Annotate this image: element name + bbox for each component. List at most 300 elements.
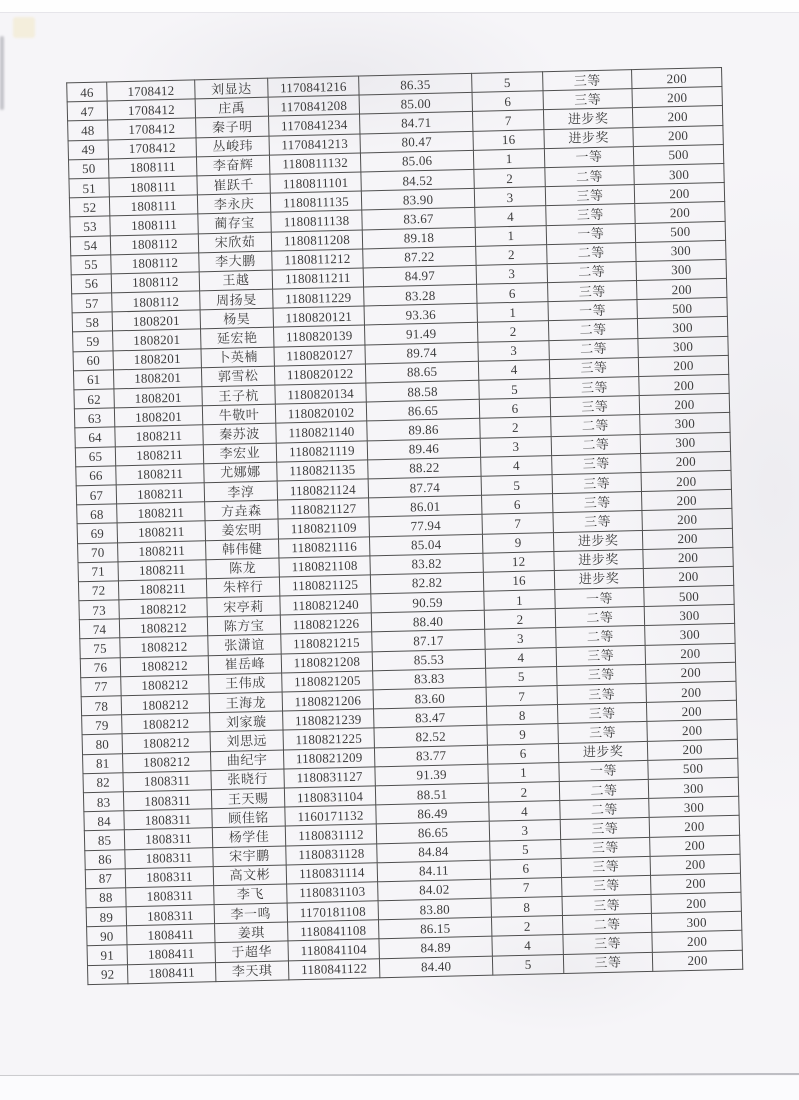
cell-score: 83.67 (362, 208, 475, 230)
cell-rank: 1 (488, 762, 559, 783)
cell-rank: 5 (472, 72, 543, 93)
cell-row-number: 69 (77, 523, 117, 543)
cell-amount: 200 (638, 355, 728, 376)
cell-student-id: 1180831114 (286, 863, 377, 884)
cell-student-id: 1180821239 (283, 709, 374, 730)
cell-student-id: 1170841216 (268, 76, 359, 97)
cell-student-name: 庄禹 (195, 97, 268, 118)
cell-student-id: 1170181108 (287, 901, 378, 922)
cell-amount: 200 (647, 739, 737, 760)
cell-student-name: 宋亭莉 (207, 596, 280, 617)
cell-row-number: 73 (79, 600, 119, 620)
cell-rank: 1 (473, 148, 544, 169)
cell-student-name: 李飞 (214, 884, 287, 905)
cell-amount: 200 (643, 547, 733, 568)
cell-student-id: 1180811208 (271, 229, 362, 250)
scan-stain-artifact (13, 17, 35, 38)
cell-amount: 200 (650, 854, 740, 875)
cell-class-id: 1708412 (107, 80, 195, 101)
cell-amount: 200 (641, 489, 731, 510)
cell-award-level: 三等 (561, 837, 650, 858)
cell-row-number: 68 (77, 504, 117, 524)
cell-student-id: 1180841122 (288, 958, 379, 979)
cell-award-level: 二等 (547, 242, 636, 263)
cell-award-level: 进步奖 (554, 549, 643, 570)
cell-class-id: 1808211 (117, 521, 205, 542)
cell-score: 91.39 (375, 764, 488, 786)
cell-student-name: 延宏艳 (201, 328, 274, 349)
cell-class-id: 1808212 (119, 598, 207, 619)
cell-award-level: 进步奖 (543, 108, 632, 129)
cell-score: 84.97 (363, 265, 476, 287)
cell-student-name: 李宏业 (203, 443, 276, 464)
cell-award-level: 三等 (543, 70, 632, 91)
cell-rank: 6 (490, 858, 561, 879)
cell-student-id: 1180821127 (278, 498, 369, 519)
cell-class-id: 1808112 (111, 253, 199, 274)
cell-student-id: 1170841213 (269, 134, 360, 155)
cell-rank: 2 (477, 321, 548, 342)
cell-student-name: 曲纪宇 (210, 750, 283, 771)
cell-student-name: 陈龙 (206, 558, 279, 579)
cell-row-number: 85 (84, 830, 124, 850)
cell-score: 84.52 (361, 169, 474, 191)
cell-rank: 3 (485, 628, 556, 649)
cell-row-number: 65 (75, 446, 115, 466)
cell-student-id: 1180821226 (280, 613, 371, 634)
scan-bottom-margin (0, 1076, 799, 1100)
cell-row-number: 56 (71, 274, 111, 294)
cell-class-id: 1808201 (113, 368, 201, 389)
cell-class-id: 1808311 (125, 847, 213, 868)
cell-score: 85.04 (369, 534, 482, 556)
cell-score: 88.51 (375, 783, 488, 805)
cell-score: 88.40 (371, 610, 484, 632)
cell-student-name: 韩伟健 (206, 539, 279, 560)
cell-rank: 16 (473, 129, 544, 150)
cell-student-name: 李天琪 (215, 961, 288, 982)
cell-student-name: 姜宏明 (205, 519, 278, 540)
cell-class-id: 1808411 (127, 962, 215, 983)
cell-student-id: 1180821240 (280, 594, 371, 615)
cell-score: 84.02 (378, 879, 491, 901)
cell-rank: 6 (479, 398, 550, 419)
cell-score: 89.86 (367, 419, 480, 441)
cell-amount: 300 (640, 432, 730, 453)
cell-class-id: 1808211 (115, 425, 203, 446)
cell-class-id: 1808212 (120, 655, 208, 676)
cell-rank: 4 (481, 455, 552, 476)
cell-amount: 200 (645, 643, 735, 664)
cell-score: 88.22 (368, 457, 481, 479)
cell-amount: 200 (650, 835, 740, 856)
cell-amount: 200 (646, 681, 736, 702)
cell-student-name: 张潇谊 (208, 634, 281, 655)
cell-rank: 5 (479, 379, 550, 400)
cell-amount: 200 (643, 566, 733, 587)
cell-score: 82.52 (374, 726, 487, 748)
cell-class-id: 1808201 (114, 406, 202, 427)
cell-row-number: 49 (68, 140, 108, 160)
cell-award-level: 三等 (562, 894, 651, 915)
cell-rank: 9 (487, 724, 558, 745)
cell-class-id: 1808311 (126, 886, 214, 907)
cell-rank: 4 (475, 206, 546, 227)
cell-rank: 7 (486, 686, 557, 707)
cell-award-level: 一等 (546, 223, 635, 244)
cell-student-name: 方垚森 (205, 500, 278, 521)
cell-student-name: 丛峻玮 (196, 136, 269, 157)
cell-class-id: 1708412 (108, 137, 196, 158)
cell-row-number: 50 (69, 159, 109, 179)
cell-award-level: 二等 (548, 319, 637, 340)
cell-amount: 200 (642, 528, 732, 549)
cell-class-id: 1708412 (108, 118, 196, 139)
cell-row-number: 87 (85, 868, 125, 888)
cell-rank: 3 (478, 340, 549, 361)
cell-class-id: 1808111 (109, 195, 197, 216)
cell-row-number: 88 (86, 888, 126, 908)
cell-student-name: 李大鹏 (199, 251, 272, 272)
cell-amount: 200 (632, 87, 722, 108)
cell-rank: 6 (477, 283, 548, 304)
cell-rank: 5 (481, 475, 552, 496)
cell-class-id: 1808311 (124, 828, 212, 849)
cell-amount: 200 (637, 278, 727, 299)
cell-amount: 200 (646, 662, 736, 683)
cell-rank: 12 (483, 551, 554, 572)
cell-student-name: 秦子明 (196, 117, 269, 138)
cell-award-level: 一等 (555, 588, 644, 609)
cell-amount: 300 (634, 163, 724, 184)
cell-student-id: 1180831112 (285, 824, 376, 845)
cell-student-id: 1180821215 (281, 632, 372, 653)
cell-class-id: 1808211 (115, 444, 203, 465)
cell-amount: 200 (639, 374, 729, 395)
cell-award-level: 三等 (560, 818, 649, 839)
cell-award-level: 二等 (551, 434, 640, 455)
cell-award-level: 二等 (559, 779, 648, 800)
cell-score: 85.00 (359, 93, 472, 115)
cell-class-id: 1808212 (123, 751, 211, 772)
cell-student-id: 1180811101 (270, 172, 361, 193)
cell-student-id: 1180821225 (283, 728, 374, 749)
cell-rank: 2 (491, 916, 562, 937)
cell-score: 86.65 (376, 821, 489, 843)
cell-student-name: 陈方宝 (207, 615, 280, 636)
cell-award-level: 二等 (547, 261, 636, 282)
cell-row-number: 63 (74, 408, 114, 428)
cell-rank: 3 (476, 264, 547, 285)
cell-award-level: 三等 (557, 664, 646, 685)
cell-student-name: 蔺存宝 (198, 212, 271, 233)
cell-student-name: 高文彬 (213, 865, 286, 886)
cell-amount: 200 (652, 950, 742, 971)
cell-score: 88.65 (365, 361, 478, 383)
cell-student-id: 1180811211 (272, 268, 363, 289)
cell-award-level: 三等 (562, 875, 651, 896)
cell-row-number: 82 (83, 773, 123, 793)
cell-student-id: 1160171132 (285, 805, 376, 826)
cell-rank: 4 (489, 801, 560, 822)
cell-class-id: 1808212 (121, 694, 209, 715)
cell-rank: 4 (485, 647, 556, 668)
cell-student-name: 刘显达 (195, 78, 268, 99)
cell-student-id: 1180811138 (271, 210, 362, 231)
cell-rank: 7 (482, 513, 553, 534)
cell-student-name: 顾佳铭 (212, 807, 285, 828)
cell-amount: 200 (651, 873, 741, 894)
cell-award-level: 三等 (553, 492, 642, 513)
cell-student-id: 1180820121 (273, 306, 364, 327)
cell-row-number: 53 (70, 216, 110, 236)
cell-rank: 6 (482, 494, 553, 515)
cell-rank: 1 (475, 225, 546, 246)
cell-student-name: 朱梓行 (206, 577, 279, 598)
cell-student-id: 1180811212 (272, 249, 363, 270)
cell-amount: 500 (633, 144, 723, 165)
cell-award-level: 三等 (563, 933, 652, 954)
cell-rank: 5 (490, 839, 561, 860)
cell-class-id: 1808212 (122, 732, 210, 753)
cell-score: 89.18 (362, 227, 475, 249)
cell-award-level: 三等 (552, 472, 641, 493)
cell-amount: 300 (649, 796, 739, 817)
cell-rank: 5 (486, 666, 557, 687)
cell-class-id: 1808411 (127, 924, 215, 945)
cell-student-id: 1180821209 (283, 747, 374, 768)
cell-student-id: 1180831103 (287, 882, 378, 903)
cell-class-id: 1708412 (107, 99, 195, 120)
cell-row-number: 78 (81, 696, 121, 716)
cell-row-number: 77 (81, 677, 121, 697)
cell-award-level: 二等 (556, 626, 645, 647)
cell-class-id: 1808311 (123, 770, 211, 791)
cell-rank: 3 (489, 820, 560, 841)
cell-rank: 8 (491, 897, 562, 918)
cell-score: 83.77 (374, 745, 487, 767)
cell-amount: 200 (634, 183, 724, 204)
cell-score: 83.60 (373, 687, 486, 709)
cell-score: 89.46 (367, 438, 480, 460)
cell-award-level: 二等 (560, 799, 649, 820)
cell-student-id: 1180820102 (275, 402, 366, 423)
cell-class-id: 1808211 (118, 579, 206, 600)
cell-score: 80.47 (360, 131, 473, 153)
cell-student-id: 1180821205 (282, 671, 373, 692)
cell-student-id: 1180821109 (278, 517, 369, 538)
cell-award-level: 三等 (563, 952, 652, 973)
cell-rank: 2 (488, 781, 559, 802)
cell-student-id: 1170841234 (269, 114, 360, 135)
cell-class-id: 1808211 (116, 464, 204, 485)
cell-score: 84.71 (360, 112, 473, 134)
cell-award-level: 一等 (544, 146, 633, 167)
cell-student-id: 1180821140 (276, 421, 367, 442)
cell-amount: 200 (649, 816, 739, 837)
cell-rank: 4 (478, 359, 549, 380)
cell-award-level: 一等 (548, 300, 637, 321)
cell-class-id: 1808212 (119, 617, 207, 638)
cell-rank: 8 (486, 705, 557, 726)
cell-student-name: 李永庆 (197, 193, 270, 214)
cell-row-number: 47 (67, 101, 107, 121)
cell-score: 87.22 (363, 246, 476, 268)
cell-award-level: 三等 (552, 453, 641, 474)
cell-class-id: 1808112 (110, 233, 198, 254)
cell-score: 83.47 (374, 706, 487, 728)
cell-class-id: 1808212 (122, 713, 210, 734)
cell-score: 84.89 (379, 937, 492, 959)
cell-award-level: 二等 (549, 338, 638, 359)
cell-row-number: 58 (72, 312, 112, 332)
cell-row-number: 57 (72, 293, 112, 313)
cell-rank: 3 (474, 187, 545, 208)
cell-class-id: 1808201 (114, 387, 202, 408)
cell-row-number: 46 (67, 82, 107, 102)
cell-row-number: 62 (74, 389, 114, 409)
cell-award-level: 三等 (557, 703, 646, 724)
cell-class-id: 1808311 (123, 790, 211, 811)
cell-amount: 200 (635, 202, 725, 223)
cell-rank: 6 (487, 743, 558, 764)
cell-row-number: 79 (82, 715, 122, 735)
cell-amount: 200 (652, 931, 742, 952)
cell-class-id: 1808311 (124, 809, 212, 830)
cell-amount: 300 (638, 336, 728, 357)
cell-score: 83.83 (373, 668, 486, 690)
cell-amount: 300 (640, 413, 730, 434)
cell-score: 85.53 (372, 649, 485, 671)
cell-student-id: 1180821116 (278, 536, 369, 557)
cell-class-id: 1808211 (118, 559, 206, 580)
cell-rank: 1 (477, 302, 548, 323)
cell-row-number: 70 (78, 542, 118, 562)
cell-rank: 16 (483, 570, 554, 591)
cell-student-name: 秦苏波 (203, 423, 276, 444)
cell-class-id: 1808112 (112, 291, 200, 312)
cell-row-number: 61 (73, 370, 113, 390)
cell-award-level: 三等 (557, 683, 646, 704)
cell-amount: 200 (646, 700, 736, 721)
cell-amount: 200 (651, 892, 741, 913)
cell-student-id: 1180820127 (274, 345, 365, 366)
cell-student-id: 1180821208 (281, 652, 372, 673)
cell-student-id: 1170841208 (268, 95, 359, 116)
cell-award-level: 三等 (543, 89, 632, 110)
scan-left-edge-artifact (0, 36, 4, 110)
cell-rank: 2 (476, 244, 547, 265)
cell-amount: 200 (647, 720, 737, 741)
cell-student-name: 宋宇鹏 (213, 845, 286, 866)
cell-rank: 2 (480, 417, 551, 438)
cell-student-id: 1180820122 (274, 364, 365, 385)
cell-class-id: 1808211 (118, 540, 206, 561)
cell-rank: 4 (492, 935, 563, 956)
cell-score: 84.84 (377, 841, 490, 863)
cell-award-level: 三等 (558, 722, 647, 743)
cell-amount: 200 (639, 394, 729, 415)
cell-award-level: 二等 (545, 166, 634, 187)
cell-amount: 200 (642, 509, 732, 530)
cell-class-id: 1808311 (125, 866, 213, 887)
cell-rank: 3 (480, 436, 551, 457)
cell-row-number: 86 (85, 849, 125, 869)
cell-student-id: 1180841108 (288, 920, 379, 941)
cell-amount: 300 (648, 777, 738, 798)
cell-score: 84.40 (379, 956, 492, 978)
cell-rank: 5 (492, 954, 563, 975)
cell-student-id: 1180821135 (277, 460, 368, 481)
cell-score: 91.49 (364, 323, 477, 345)
cell-row-number: 67 (76, 485, 116, 505)
cell-row-number: 89 (86, 907, 126, 927)
cell-amount: 200 (633, 125, 723, 146)
cell-score: 83.28 (364, 284, 477, 306)
cell-student-name: 牛敬叶 (202, 404, 275, 425)
cell-student-name: 李一鸣 (214, 903, 287, 924)
cell-student-name: 崔跃千 (197, 174, 270, 195)
cell-student-name: 尤娜娜 (204, 462, 277, 483)
cell-class-id: 1808111 (109, 176, 197, 197)
cell-student-id: 1180821108 (279, 556, 370, 577)
cell-student-id: 1180831128 (286, 843, 377, 864)
cell-row-number: 52 (69, 197, 109, 217)
cell-row-number: 54 (70, 235, 110, 255)
cell-amount: 200 (632, 106, 722, 127)
cell-row-number: 60 (73, 351, 113, 371)
cell-class-id: 1808212 (121, 675, 209, 696)
cell-award-level: 进步奖 (554, 568, 643, 589)
cell-student-id: 1180811132 (269, 153, 360, 174)
cell-student-name: 王子杭 (202, 385, 275, 406)
cell-award-level: 三等 (548, 281, 637, 302)
cell-student-name: 于超华 (215, 941, 288, 962)
cell-student-name: 姜琪 (215, 922, 288, 943)
cell-score: 87.74 (368, 476, 481, 498)
cell-amount: 300 (636, 240, 726, 261)
cell-amount: 500 (648, 758, 738, 779)
cell-class-id: 1808311 (126, 905, 214, 926)
cell-score: 90.59 (371, 591, 484, 613)
cell-score: 82.82 (370, 572, 483, 594)
cell-student-name: 周扬旻 (200, 289, 273, 310)
scan-top-edge (0, 0, 799, 13)
cell-row-number: 76 (80, 657, 120, 677)
cell-award-level: 三等 (553, 511, 642, 532)
cell-row-number: 90 (87, 926, 127, 946)
scholarship-award-table (66, 67, 743, 985)
cell-amount: 500 (644, 585, 734, 606)
cell-student-name: 郭雪松 (201, 366, 274, 387)
cell-score: 86.01 (369, 495, 482, 517)
cell-row-number: 92 (87, 964, 127, 984)
cell-student-id: 1180820139 (274, 325, 365, 346)
cell-student-name: 王越 (199, 270, 272, 291)
cell-rank: 2 (474, 168, 545, 189)
cell-class-id: 1808212 (120, 636, 208, 657)
cell-row-number: 48 (68, 120, 108, 140)
cell-rank: 6 (472, 91, 543, 112)
cell-row-number: 74 (79, 619, 119, 639)
cell-row-number: 71 (78, 562, 118, 582)
cell-rank: 2 (484, 609, 555, 630)
cell-row-number: 55 (71, 255, 111, 275)
cell-award-level: 三等 (549, 357, 638, 378)
cell-award-level: 二等 (555, 607, 644, 628)
cell-student-name: 刘家璇 (210, 711, 283, 732)
cell-row-number: 66 (76, 466, 116, 486)
